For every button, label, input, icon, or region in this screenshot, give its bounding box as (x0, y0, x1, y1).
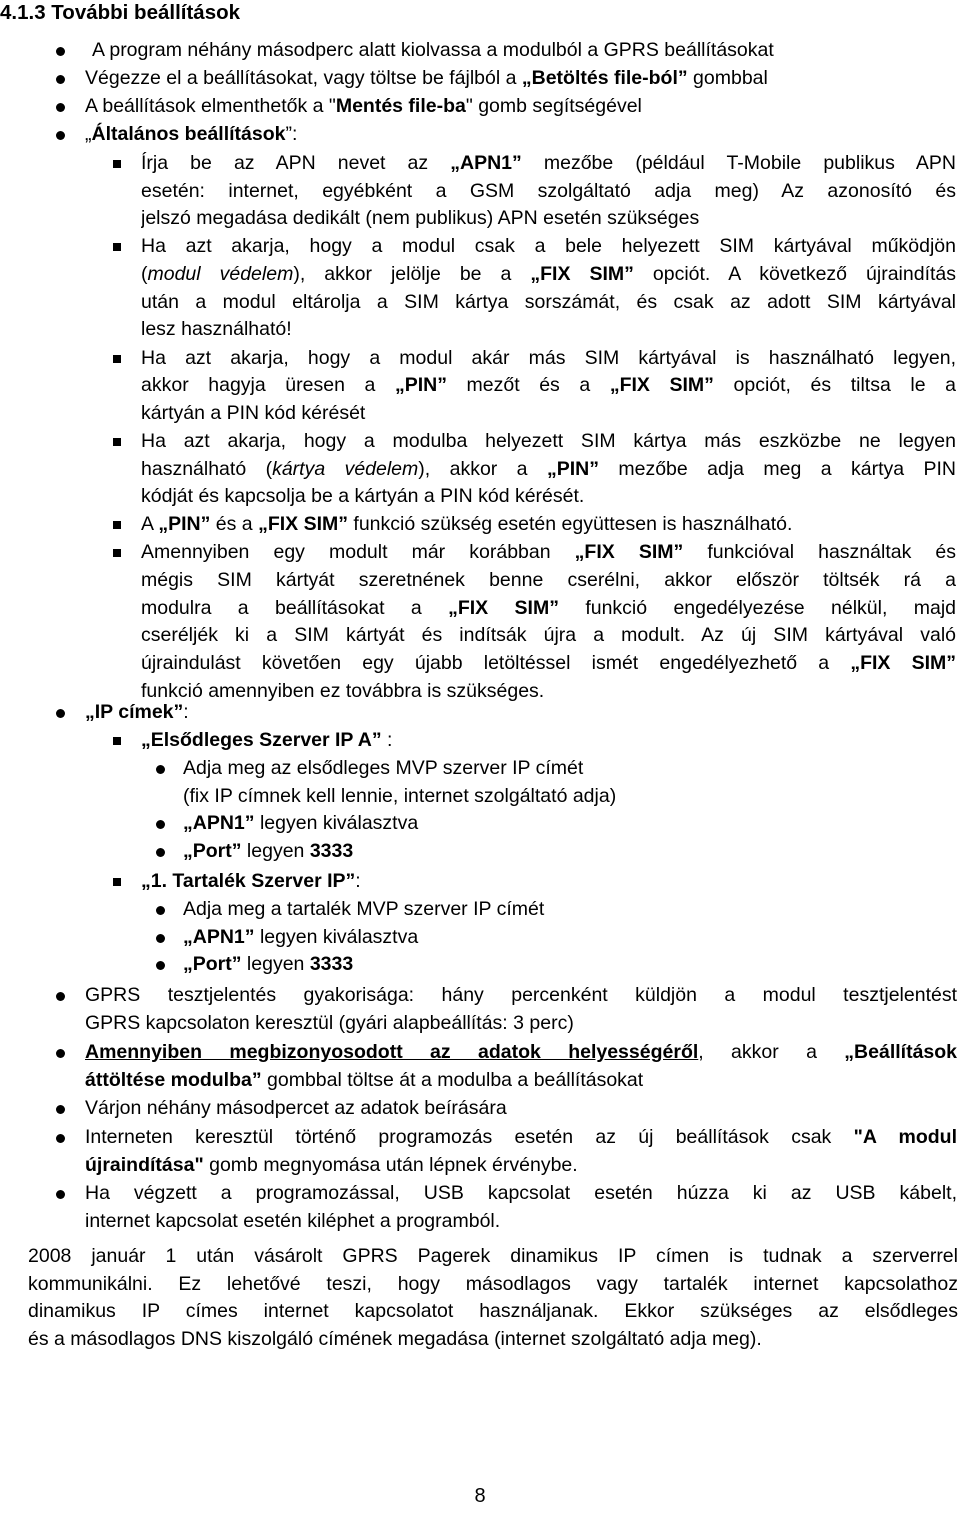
bullet-text (141, 727, 956, 755)
text-line: kódját és kapcsolja be a kártyán a PIN kód kérését. (141, 485, 585, 508)
text-line: áttöltése modulba” gombbal töltse át a modulba a beállításokat (85, 1068, 644, 1091)
text-line: kártyán a PIN kód kérését (141, 401, 366, 424)
bullet-dot-icon (56, 1049, 65, 1058)
text-line: (fix IP címnek kell lennie, internet szolgáltató adja) (183, 784, 617, 807)
text-line: modulra a beállításokat a „FIX SIM” funkció engedélyezése nélkül, majd (141, 596, 956, 619)
bullet-text (85, 1039, 957, 1094)
bullet-text (85, 93, 955, 121)
bullet-text (141, 868, 956, 896)
text-line: (modul védelem), akkor jelölje be a „FIX SIM” opciót. A következő újraindítás (141, 263, 956, 286)
bullet-dot-icon (156, 765, 165, 774)
bullet-square-icon (113, 549, 121, 557)
bullet-square-icon (113, 737, 121, 745)
bullet-text (141, 233, 956, 344)
bullet-dot-icon (56, 992, 65, 1001)
text-line: mégis SIM kártyát szeretnének benne cserélni, akkor először töltsék rá a (141, 568, 956, 591)
bullet-square-icon (113, 438, 121, 446)
bullet-square-icon (113, 521, 121, 529)
bullet-dot-icon (156, 820, 165, 829)
bullet-dot-icon (56, 131, 65, 140)
text-line: „Elsődleges Szerver IP A” : (141, 729, 393, 751)
text-line: Ha azt akarja, hogy a modul akár más SIM kártyával is használható legyen, (141, 346, 956, 369)
text-line: Adja meg a tartalék MVP szerver IP címét (183, 898, 545, 920)
text-line: jelszó megadása dedikált (nem publikus) APN esetén szükséges (141, 207, 700, 230)
text-line: A beállítások elmenthetők a "Mentés file-ba" gomb segítségével (85, 95, 642, 117)
text-line: Amennyiben egy modult már korábban „FIX SIM” funkcióval használtak és (141, 541, 956, 564)
bullet-dot-icon (156, 961, 165, 970)
text-line: használható (kártya védelem), akkor a „PIN” mezőbe adja meg a kártya PIN (141, 457, 956, 480)
bullet-text (85, 1180, 957, 1235)
bullet-dot-icon (56, 1190, 65, 1199)
bullet-square-icon (113, 878, 121, 886)
bullet-text (183, 810, 943, 838)
text-line: kommunikálni. Ez lehetővé teszi, hogy másodlagos vagy tartalék internet kapcsolathoz (28, 1272, 958, 1295)
text-line: esetén: internet, egyébként a GSM szolgáltató adja meg) Az azonosító és (141, 179, 956, 202)
text-line: Írja be az APN nevet az „APN1” mezőbe (például T-Mobile publikus APN (141, 152, 956, 174)
bullet-text (183, 838, 943, 866)
bullet-dot-icon (56, 709, 65, 718)
text-line: Ha azt akarja, hogy a modulba helyezett SIM kártya más eszközbe ne legyen (141, 429, 956, 452)
text-line: akkor hagyja üresen a „PIN” mezőt és a „FIX SIM” opciót, és tiltsa le a (141, 374, 956, 397)
text-line: Adja meg az elsődleges MVP szerver IP címét (183, 757, 584, 779)
text-line: Amennyiben megbizonyosodott az adatok helyességéről, akkor a „Beállítások (85, 1041, 957, 1063)
text-line: internet kapcsolat esetén kiléphet a programból. (85, 1209, 501, 1232)
bullet-text (85, 1095, 957, 1123)
bullet-text (141, 150, 956, 233)
bullet-text (141, 428, 956, 511)
bullet-text (183, 755, 943, 810)
text-line: újraindulást követően egy újabb letöltéssel ismét engedélyezhető a „FIX SIM” (141, 652, 956, 675)
text-line: „Port” legyen 3333 (183, 953, 354, 976)
text-line: A „PIN” és a „FIX SIM” funkció szükség esetén együttesen is használható. (141, 513, 793, 536)
text-line: Várjon néhány másodpercet az adatok beírására (85, 1097, 507, 1119)
bullet-text (85, 982, 957, 1037)
bullet-text (141, 345, 956, 428)
text-line: Interneten keresztül történő programozás esetén az új beállítások csak "A modul (85, 1126, 957, 1148)
text-line: funkció amennyiben ez továbbra is szükséges. (141, 679, 545, 702)
bullet-dot-icon (56, 75, 65, 84)
bullet-text (183, 896, 943, 924)
text-line: Ha végzett a programozással, USB kapcsolat esetén húzza ki az USB kábelt, (85, 1182, 957, 1204)
text-line: „IP címek”: (85, 701, 189, 723)
text-line: A program néhány másodperc alatt kiolvassa a modulból a GPRS beállításokat (92, 39, 774, 61)
text-line: „1. Tartalék Szerver IP”: (141, 870, 361, 892)
text-line: „APN1” legyen kiválasztva (183, 812, 419, 835)
section-heading: 4.1.3 További beállítások (0, 1, 241, 24)
bullet-square-icon (113, 355, 121, 363)
paragraph-text (28, 1243, 958, 1354)
bullet-dot-icon (156, 934, 165, 943)
bullet-square-icon (113, 243, 121, 251)
bullet-text (85, 699, 955, 727)
bullet-square-icon (113, 160, 121, 168)
text-line: Végezze el a beállításokat, vagy töltse be fájlból a „Betöltés file-ból” gombbal (85, 67, 768, 89)
text-line: „Port” legyen 3333 (183, 840, 354, 863)
text-line: Ha azt akarja, hogy a modul csak a bele helyezett SIM kártyával működjön (141, 235, 956, 258)
text-line: 2008 január 1 után vásárolt GPRS Pagerek dinamikus IP címen is tudnak a szerverrel (28, 1245, 958, 1267)
bullet-dot-icon (156, 848, 165, 857)
bullet-text (141, 539, 956, 705)
text-line: cseréljék ki a SIM kártyát és indítsák újra a modult. Az új SIM kártyával való (141, 624, 956, 647)
text-line: és a másodlagos DNS kiszolgáló címének megadása (internet szolgáltató adja meg). (28, 1328, 762, 1351)
bullet-dot-icon (56, 103, 65, 112)
bullet-text (92, 37, 960, 65)
text-line: GPRS tesztjelentés gyakorisága: hány percenként küldjön a modul tesztjelentést (85, 984, 957, 1006)
bullet-dot-icon (56, 47, 65, 56)
bullet-text (85, 121, 955, 149)
bullet-dot-icon (156, 906, 165, 915)
bullet-dot-icon (56, 1134, 65, 1143)
bullet-text (85, 1124, 957, 1179)
bullet-dot-icon (56, 1105, 65, 1114)
page-number: 8 (474, 1485, 486, 1507)
text-line: „APN1” legyen kiválasztva (183, 925, 419, 948)
bullet-text (141, 511, 956, 539)
bullet-text (85, 65, 955, 93)
text-line: dinamikus IP címes internet kapcsolatot használjanak. Ekkor szükséges az elsődleges (28, 1300, 958, 1323)
text-line: újraindítása" gomb megnyomása után lépnek érvénybe. (85, 1153, 578, 1176)
text-line: lesz használható! (141, 318, 292, 341)
text-line: GPRS kapcsolaton keresztül (gyári alapbeállítás: 3 perc) (85, 1011, 574, 1034)
bullet-text (183, 924, 943, 952)
text-line: után a modul eltárolja a SIM kártya sorszámát, és csak az adott SIM kártyával (141, 290, 956, 313)
text-line: „Általános beállítások”: (85, 123, 298, 145)
bullet-text (183, 951, 943, 979)
